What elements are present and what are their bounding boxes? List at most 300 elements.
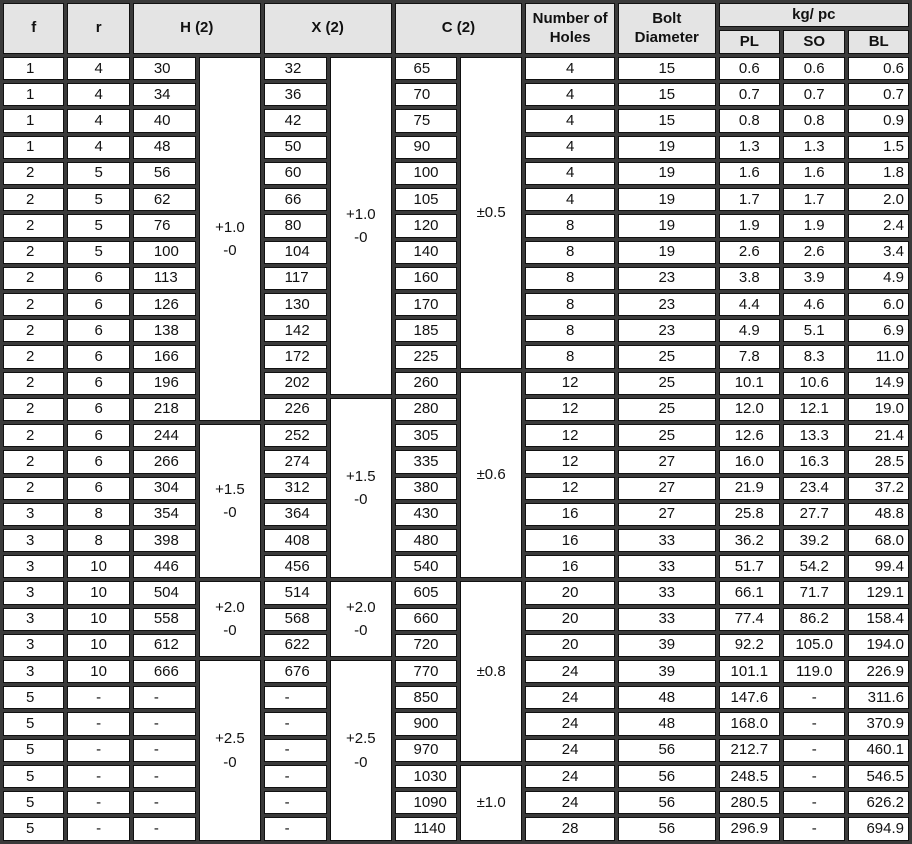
header-so: SO — [783, 30, 845, 54]
cell-so: - — [783, 817, 845, 841]
cell-pl: 25.8 — [719, 503, 780, 526]
cell-bl: 6.9 — [848, 319, 909, 342]
cell-h: 62 — [133, 188, 196, 211]
table-row — [3, 555, 909, 578]
cell-r: - — [67, 765, 129, 788]
tolerance-h: +1.5 -0 — [199, 424, 260, 578]
cell-pl: 36.2 — [719, 529, 780, 552]
table-row — [3, 791, 909, 814]
cell-bolt: 39 — [618, 634, 716, 657]
cell-bolt: 27 — [618, 477, 716, 500]
header-r: r — [67, 3, 129, 54]
cell-holes: 24 — [525, 660, 615, 683]
cell-h: 398 — [133, 529, 196, 552]
cell-bl: 694.9 — [848, 817, 909, 841]
cell-f: 2 — [3, 372, 64, 395]
cell-holes: 24 — [525, 739, 615, 762]
cell-f: 2 — [3, 477, 64, 500]
cell-pl: 3.8 — [719, 267, 780, 290]
table-row — [3, 293, 909, 316]
cell-bl: 37.2 — [848, 477, 909, 500]
cell-so: 10.6 — [783, 372, 845, 395]
cell-bolt: 56 — [618, 739, 716, 762]
table-row — [3, 109, 909, 132]
cell-so: 1.9 — [783, 214, 845, 237]
cell-bl: 48.8 — [848, 503, 909, 526]
cell-holes: 16 — [525, 529, 615, 552]
cell-c: 260 — [395, 372, 457, 395]
table-row — [3, 241, 909, 264]
cell-f: 2 — [3, 450, 64, 473]
cell-holes: 20 — [525, 634, 615, 657]
cell-r: 8 — [67, 503, 129, 526]
cell-x: - — [264, 686, 327, 709]
table-row — [3, 660, 909, 683]
cell-x: 676 — [264, 660, 327, 683]
cell-bolt: 25 — [618, 424, 716, 447]
cell-pl: 66.1 — [719, 581, 780, 604]
cell-r: 6 — [67, 372, 129, 395]
cell-c: 480 — [395, 529, 457, 552]
cell-h: 666 — [133, 660, 196, 683]
table-row — [3, 136, 909, 159]
cell-x: - — [264, 739, 327, 762]
cell-f: 1 — [3, 57, 64, 80]
cell-x: 104 — [264, 241, 327, 264]
cell-so: 105.0 — [783, 634, 845, 657]
cell-c: 770 — [395, 660, 457, 683]
cell-bolt: 56 — [618, 765, 716, 788]
table-row — [3, 608, 909, 631]
cell-so: 27.7 — [783, 503, 845, 526]
cell-bl: 194.0 — [848, 634, 909, 657]
table-row — [3, 424, 909, 447]
cell-holes: 24 — [525, 686, 615, 709]
cell-r: 6 — [67, 293, 129, 316]
cell-so: 119.0 — [783, 660, 845, 683]
cell-x: 142 — [264, 319, 327, 342]
cell-f: 2 — [3, 162, 64, 185]
cell-x: - — [264, 765, 327, 788]
cell-c: 225 — [395, 345, 457, 368]
cell-pl: 101.1 — [719, 660, 780, 683]
cell-h: - — [133, 739, 196, 762]
table-row — [3, 83, 909, 106]
cell-pl: 168.0 — [719, 712, 780, 735]
cell-bl: 0.6 — [848, 57, 909, 80]
cell-bolt: 23 — [618, 319, 716, 342]
cell-pl: 2.6 — [719, 241, 780, 264]
cell-h: 76 — [133, 214, 196, 237]
cell-x: 312 — [264, 477, 327, 500]
cell-h: 30 — [133, 57, 196, 80]
cell-bolt: 15 — [618, 83, 716, 106]
cell-f: 5 — [3, 739, 64, 762]
cell-so: 0.7 — [783, 83, 845, 106]
cell-bolt: 56 — [618, 817, 716, 841]
cell-bolt: 19 — [618, 188, 716, 211]
cell-f: 1 — [3, 136, 64, 159]
cell-r: 5 — [67, 241, 129, 264]
cell-x: - — [264, 712, 327, 735]
cell-bl: 0.7 — [848, 83, 909, 106]
cell-x: 364 — [264, 503, 327, 526]
cell-so: 13.3 — [783, 424, 845, 447]
cell-h: - — [133, 712, 196, 735]
table-row — [3, 267, 909, 290]
cell-pl: 0.6 — [719, 57, 780, 80]
table-row — [3, 712, 909, 735]
cell-bolt: 27 — [618, 503, 716, 526]
cell-so: 1.3 — [783, 136, 845, 159]
table-row — [3, 765, 909, 788]
cell-r: - — [67, 817, 129, 841]
cell-r: 5 — [67, 188, 129, 211]
table-row — [3, 686, 909, 709]
cell-c: 105 — [395, 188, 457, 211]
table-row — [3, 634, 909, 657]
cell-bl: 2.4 — [848, 214, 909, 237]
cell-h: 100 — [133, 241, 196, 264]
cell-f: 5 — [3, 765, 64, 788]
cell-f: 2 — [3, 293, 64, 316]
cell-r: 5 — [67, 214, 129, 237]
cell-pl: 4.9 — [719, 319, 780, 342]
tolerance-x: +2.5 -0 — [330, 660, 391, 841]
table-row — [3, 529, 909, 552]
cell-holes: 24 — [525, 712, 615, 735]
table-row — [3, 57, 909, 80]
cell-x: 66 — [264, 188, 327, 211]
cell-f: 3 — [3, 555, 64, 578]
cell-f: 1 — [3, 109, 64, 132]
cell-x: 42 — [264, 109, 327, 132]
cell-h: - — [133, 791, 196, 814]
cell-h: 504 — [133, 581, 196, 604]
cell-holes: 12 — [525, 372, 615, 395]
cell-x: 568 — [264, 608, 327, 631]
cell-f: 2 — [3, 267, 64, 290]
cell-f: 1 — [3, 83, 64, 106]
cell-holes: 8 — [525, 319, 615, 342]
cell-bl: 68.0 — [848, 529, 909, 552]
cell-pl: 212.7 — [719, 739, 780, 762]
cell-so: 16.3 — [783, 450, 845, 473]
cell-c: 100 — [395, 162, 457, 185]
tolerance-x: +2.0 -0 — [330, 581, 391, 657]
cell-h: 56 — [133, 162, 196, 185]
cell-f: 5 — [3, 791, 64, 814]
cell-c: 720 — [395, 634, 457, 657]
cell-f: 2 — [3, 188, 64, 211]
cell-c: 90 — [395, 136, 457, 159]
tolerance-c: ±0.8 — [460, 581, 522, 762]
cell-r: 10 — [67, 581, 129, 604]
cell-bolt: 25 — [618, 372, 716, 395]
cell-bl: 129.1 — [848, 581, 909, 604]
cell-pl: 10.1 — [719, 372, 780, 395]
cell-x: 172 — [264, 345, 327, 368]
cell-f: 2 — [3, 319, 64, 342]
table-row — [3, 817, 909, 841]
cell-so: 0.8 — [783, 109, 845, 132]
cell-f: 2 — [3, 345, 64, 368]
cell-holes: 12 — [525, 424, 615, 447]
cell-r: 6 — [67, 345, 129, 368]
table-row — [3, 319, 909, 342]
cell-bolt: 15 — [618, 57, 716, 80]
cell-r: 5 — [67, 162, 129, 185]
cell-bl: 158.4 — [848, 608, 909, 631]
cell-holes: 8 — [525, 267, 615, 290]
cell-r: 10 — [67, 634, 129, 657]
cell-c: 660 — [395, 608, 457, 631]
cell-x: 408 — [264, 529, 327, 552]
cell-holes: 16 — [525, 503, 615, 526]
cell-x: - — [264, 817, 327, 841]
header-weight-group: kg/ pc — [719, 3, 909, 27]
cell-so: - — [783, 765, 845, 788]
cell-h: 48 — [133, 136, 196, 159]
cell-bl: 99.4 — [848, 555, 909, 578]
header-x: X (2) — [264, 3, 392, 54]
table-row — [3, 162, 909, 185]
cell-r: - — [67, 739, 129, 762]
cell-pl: 0.8 — [719, 109, 780, 132]
cell-h: 304 — [133, 477, 196, 500]
cell-pl: 12.0 — [719, 398, 780, 421]
cell-h: 196 — [133, 372, 196, 395]
cell-c: 1140 — [395, 817, 457, 841]
cell-pl: 280.5 — [719, 791, 780, 814]
cell-bl: 14.9 — [848, 372, 909, 395]
cell-x: 252 — [264, 424, 327, 447]
cell-r: 4 — [67, 109, 129, 132]
cell-bolt: 39 — [618, 660, 716, 683]
cell-holes: 20 — [525, 608, 615, 631]
cell-f: 5 — [3, 712, 64, 735]
table-row — [3, 503, 909, 526]
cell-x: - — [264, 791, 327, 814]
header-bl: BL — [848, 30, 909, 54]
cell-c: 160 — [395, 267, 457, 290]
cell-pl: 92.2 — [719, 634, 780, 657]
table-row — [3, 581, 909, 604]
cell-holes: 24 — [525, 791, 615, 814]
cell-h: - — [133, 765, 196, 788]
cell-bl: 19.0 — [848, 398, 909, 421]
cell-r: 8 — [67, 529, 129, 552]
cell-so: 54.2 — [783, 555, 845, 578]
cell-f: 3 — [3, 529, 64, 552]
cell-r: - — [67, 791, 129, 814]
cell-bolt: 33 — [618, 555, 716, 578]
cell-bl: 1.5 — [848, 136, 909, 159]
cell-h: 266 — [133, 450, 196, 473]
cell-pl: 1.6 — [719, 162, 780, 185]
cell-so: 5.1 — [783, 319, 845, 342]
cell-so: 1.7 — [783, 188, 845, 211]
cell-f: 3 — [3, 660, 64, 683]
cell-bl: 28.5 — [848, 450, 909, 473]
cell-c: 305 — [395, 424, 457, 447]
cell-bolt: 19 — [618, 162, 716, 185]
cell-holes: 4 — [525, 57, 615, 80]
cell-bl: 626.2 — [848, 791, 909, 814]
cell-r: 6 — [67, 424, 129, 447]
cell-bolt: 19 — [618, 241, 716, 264]
cell-bolt: 23 — [618, 267, 716, 290]
cell-holes: 8 — [525, 214, 615, 237]
cell-holes: 4 — [525, 162, 615, 185]
header-bolt-diameter: Bolt Diameter — [618, 3, 716, 54]
cell-pl: 77.4 — [719, 608, 780, 631]
cell-c: 1090 — [395, 791, 457, 814]
cell-holes: 4 — [525, 136, 615, 159]
cell-bolt: 33 — [618, 608, 716, 631]
table-row — [3, 398, 909, 421]
cell-h: 138 — [133, 319, 196, 342]
tolerance-x: +1.0 -0 — [330, 57, 391, 395]
cell-pl: 1.7 — [719, 188, 780, 211]
cell-f: 2 — [3, 424, 64, 447]
tolerance-x: +1.5 -0 — [330, 398, 391, 579]
cell-so: 71.7 — [783, 581, 845, 604]
cell-r: 6 — [67, 319, 129, 342]
cell-bolt: 48 — [618, 686, 716, 709]
header-h: H (2) — [133, 3, 261, 54]
cell-bl: 460.1 — [848, 739, 909, 762]
cell-so: 86.2 — [783, 608, 845, 631]
cell-x: 60 — [264, 162, 327, 185]
cell-holes: 28 — [525, 817, 615, 841]
cell-f: 2 — [3, 214, 64, 237]
cell-bl: 226.9 — [848, 660, 909, 683]
cell-so: 0.6 — [783, 57, 845, 80]
cell-c: 970 — [395, 739, 457, 762]
cell-holes: 8 — [525, 293, 615, 316]
cell-x: 514 — [264, 581, 327, 604]
cell-so: 23.4 — [783, 477, 845, 500]
cell-r: 6 — [67, 450, 129, 473]
cell-f: 2 — [3, 241, 64, 264]
cell-bl: 21.4 — [848, 424, 909, 447]
cell-h: - — [133, 817, 196, 841]
cell-r: 6 — [67, 477, 129, 500]
cell-so: 2.6 — [783, 241, 845, 264]
cell-pl: 248.5 — [719, 765, 780, 788]
cell-c: 900 — [395, 712, 457, 735]
cell-holes: 4 — [525, 83, 615, 106]
cell-pl: 147.6 — [719, 686, 780, 709]
table-row — [3, 739, 909, 762]
tolerance-h: +2.0 -0 — [199, 581, 260, 657]
cell-c: 120 — [395, 214, 457, 237]
cell-x: 202 — [264, 372, 327, 395]
cell-holes: 12 — [525, 398, 615, 421]
cell-c: 170 — [395, 293, 457, 316]
cell-c: 850 — [395, 686, 457, 709]
table-row — [3, 214, 909, 237]
tolerance-c: ±0.5 — [460, 57, 522, 369]
tolerance-h: +2.5 -0 — [199, 660, 260, 841]
cell-h: 126 — [133, 293, 196, 316]
cell-pl: 1.3 — [719, 136, 780, 159]
tolerance-h: +1.0 -0 — [199, 57, 260, 421]
cell-x: 50 — [264, 136, 327, 159]
cell-bolt: 25 — [618, 345, 716, 368]
cell-c: 430 — [395, 503, 457, 526]
cell-h: 218 — [133, 398, 196, 421]
header-f: f — [3, 3, 64, 54]
cell-bl: 3.4 — [848, 241, 909, 264]
cell-so: - — [783, 686, 845, 709]
cell-bolt: 23 — [618, 293, 716, 316]
cell-f: 5 — [3, 686, 64, 709]
cell-r: 10 — [67, 608, 129, 631]
cell-holes: 8 — [525, 345, 615, 368]
cell-so: 3.9 — [783, 267, 845, 290]
cell-so: - — [783, 739, 845, 762]
cell-x: 226 — [264, 398, 327, 421]
cell-holes: 4 — [525, 188, 615, 211]
cell-so: 39.2 — [783, 529, 845, 552]
cell-bl: 4.9 — [848, 267, 909, 290]
cell-c: 185 — [395, 319, 457, 342]
cell-f: 5 — [3, 817, 64, 841]
cell-h: 612 — [133, 634, 196, 657]
cell-bl: 370.9 — [848, 712, 909, 735]
header-c: C (2) — [395, 3, 523, 54]
cell-pl: 7.8 — [719, 345, 780, 368]
cell-bolt: 25 — [618, 398, 716, 421]
cell-c: 335 — [395, 450, 457, 473]
cell-h: 34 — [133, 83, 196, 106]
cell-pl: 0.7 — [719, 83, 780, 106]
table-row — [3, 477, 909, 500]
table-body — [3, 57, 909, 841]
table-row — [3, 345, 909, 368]
cell-r: 6 — [67, 267, 129, 290]
cell-x: 80 — [264, 214, 327, 237]
tolerance-c: ±0.6 — [460, 372, 522, 579]
cell-r: 4 — [67, 83, 129, 106]
cell-holes: 24 — [525, 765, 615, 788]
cell-x: 130 — [264, 293, 327, 316]
cell-f: 3 — [3, 581, 64, 604]
cell-r: 10 — [67, 555, 129, 578]
cell-r: - — [67, 686, 129, 709]
cell-x: 622 — [264, 634, 327, 657]
cell-holes: 12 — [525, 450, 615, 473]
tolerance-c: ±1.0 — [460, 765, 522, 841]
cell-c: 1030 — [395, 765, 457, 788]
table-row — [3, 372, 909, 395]
header-number-of-holes: Number of Holes — [525, 3, 615, 54]
cell-holes: 8 — [525, 241, 615, 264]
cell-c: 540 — [395, 555, 457, 578]
cell-r: 10 — [67, 660, 129, 683]
cell-so: - — [783, 712, 845, 735]
cell-bolt: 19 — [618, 136, 716, 159]
cell-pl: 21.9 — [719, 477, 780, 500]
cell-h: 113 — [133, 267, 196, 290]
cell-pl: 51.7 — [719, 555, 780, 578]
cell-so: 12.1 — [783, 398, 845, 421]
cell-bl: 546.5 — [848, 765, 909, 788]
cell-bolt: 48 — [618, 712, 716, 735]
cell-pl: 16.0 — [719, 450, 780, 473]
